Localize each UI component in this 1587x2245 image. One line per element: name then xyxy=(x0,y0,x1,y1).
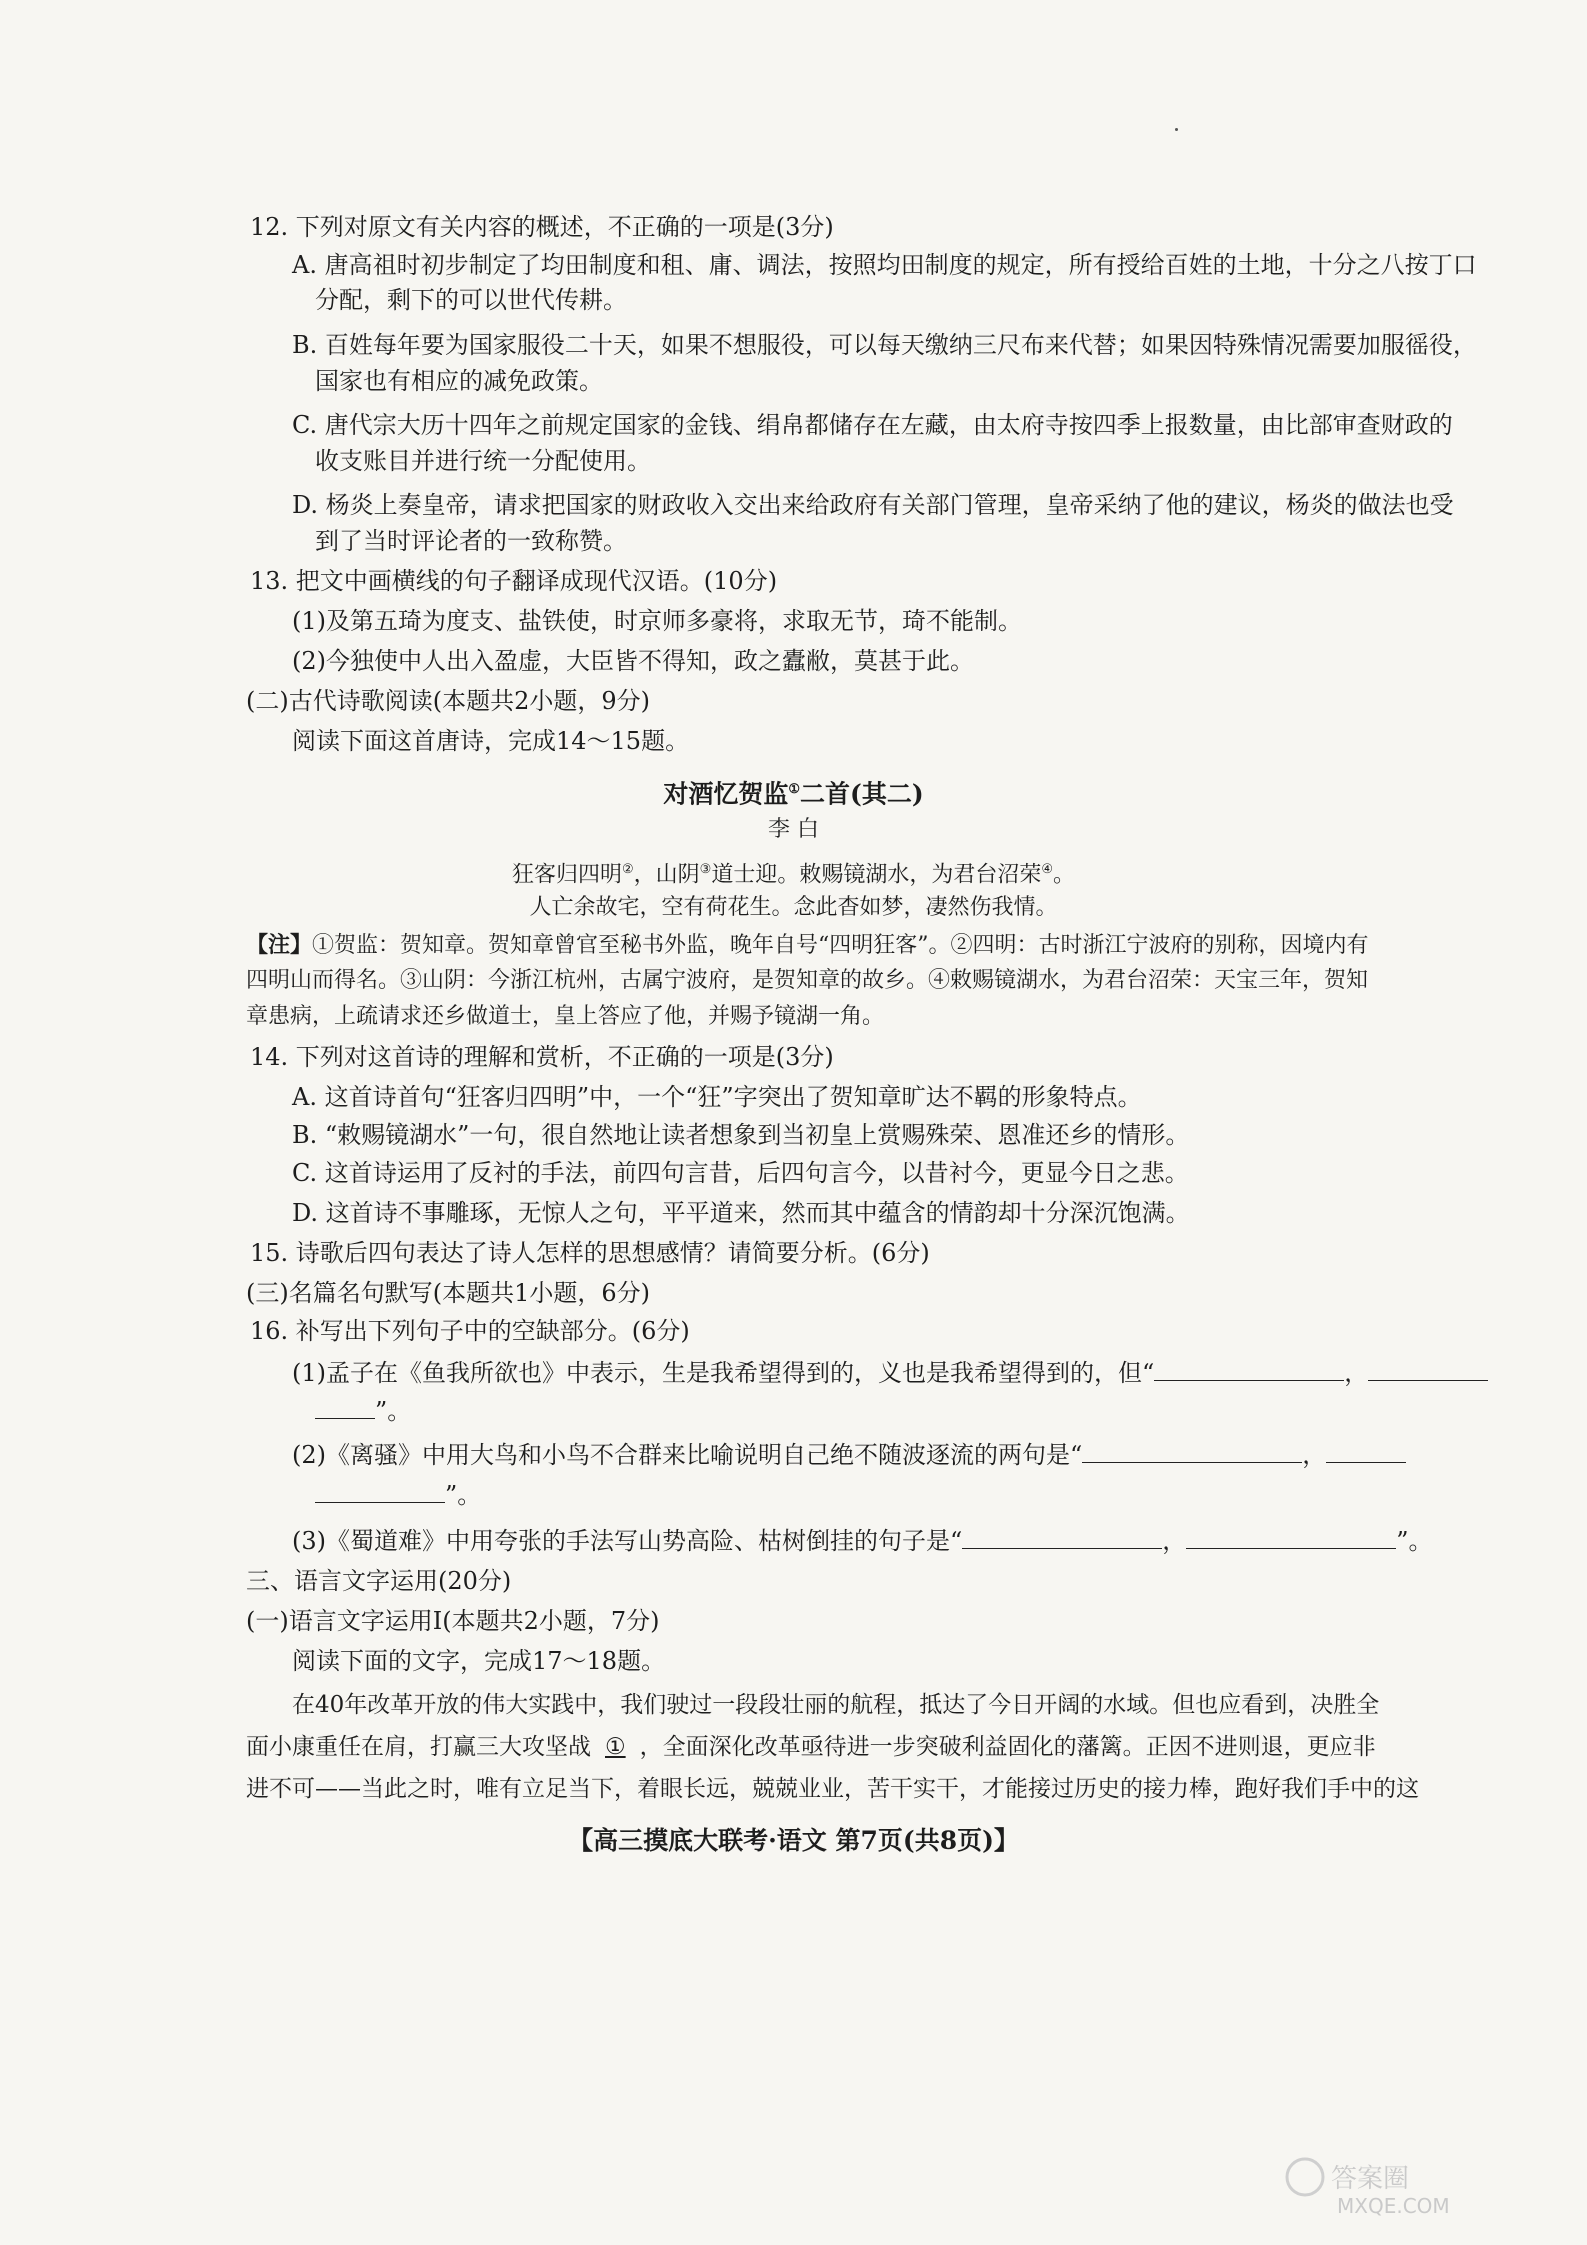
passage-line-1: 在40年改革开放的伟大实践中，我们驶过一段段壮丽的航程，抵达了今日开阔的水域。但也应看到，决胜全 xyxy=(292,1692,1380,1718)
section-poetry-intro: 阅读下面这首唐诗，完成14～15题。 xyxy=(292,727,690,755)
poem-note-2: 四明山而得名。③山阴：今浙江杭州，古属宁波府，是贺知章的故乡。④敕赐镜湖水，为君台沼荣：天宝三年，贺知 xyxy=(246,968,1369,993)
answer-blank[interactable] xyxy=(1082,1440,1302,1463)
poem-line-1: 狂客归四明②，山阴③道士迎。敕赐镜湖水，为君台沼荣④。 xyxy=(511,862,1076,888)
question-14-stem: 14. 下列对这首诗的理解和赏析，不正确的一项是(3分) xyxy=(250,1043,834,1071)
answer-blank[interactable] xyxy=(1154,1358,1344,1381)
passage-line-2: 面小康重任在肩，打赢三大攻坚战 ① ，全面深化改革亟待进一步突破利益固化的藩篱。正因不进则退，更应非 xyxy=(246,1734,1376,1760)
question-16-item-1-cont: ”。 xyxy=(315,1396,411,1426)
section-poetry-heading: (二)古代诗歌阅读(本题共2小题，9分) xyxy=(246,687,650,715)
watermark-logo-text: 答案圈 xyxy=(1331,2164,1410,2194)
question-14-option-c: C. 这首诗运用了反衬的手法，前四句言昔，后四句言今，以昔衬今，更显今日之悲。 xyxy=(292,1159,1189,1187)
watermark-circle-icon xyxy=(1287,2159,1323,2195)
scan-speck xyxy=(1175,128,1178,131)
question-13-sentence-2: (2)今独使中人出入盈虚，大臣皆不得知，政之蠹敝，莫甚于此。 xyxy=(292,647,974,675)
answer-blank[interactable] xyxy=(1368,1358,1488,1381)
question-12-option-a: A. 唐高祖时初步制定了均田制度和租、庸、调法，按照均田制度的规定，所有授给百姓的土地，十分之八按丁口 xyxy=(292,251,1477,279)
poem-author: 李 白 xyxy=(768,817,819,842)
question-14-option-d: D. 这首诗不事雕琢，无惊人之句，平平道来，然而其中蕴含的情韵却十分深沉饱满。 xyxy=(292,1199,1190,1227)
note-label: 【注】 xyxy=(246,932,313,958)
answer-blank[interactable] xyxy=(1326,1440,1406,1463)
question-12-option-d: D. 杨炎上奏皇帝，请求把国家的财政收入交出来给政府有关部门管理，皇帝采纳了他的建议，杨炎的做法也受 xyxy=(292,491,1454,519)
answer-blank[interactable] xyxy=(315,1480,445,1503)
answer-blank[interactable] xyxy=(962,1526,1162,1549)
answer-blank[interactable] xyxy=(1186,1526,1396,1549)
watermark-url: MXQE.COM xyxy=(1337,2194,1450,2217)
question-12-option-c-cont: 收支账目并进行统一分配使用。 xyxy=(315,447,651,475)
question-12-option-b: B. 百姓每年要为国家服役二十天，如果不想服役，可以每天缴纳三尺布来代替；如果因特殊情况需要加服徭役， xyxy=(292,331,1477,359)
poem-line-2: 人亡余故宅，空有荷花生。念此杳如梦，凄然伤我情。 xyxy=(529,895,1058,920)
question-12-stem: 12. 下列对原文有关内容的概述，不正确的一项是(3分) xyxy=(250,213,834,241)
passage-line-3: 进不可——当此之时，唯有立足当下，着眼长远，兢兢业业，苦干实干，才能接过历史的接力棒，跑好我们手中的这 xyxy=(246,1776,1419,1802)
part-3-sub-heading: (一)语言文字运用Ⅰ(本题共2小题，7分) xyxy=(246,1607,660,1635)
question-12-option-a-cont: 分配，剩下的可以世代传耕。 xyxy=(315,286,627,314)
question-16-item-2: (2)《离骚》中用大鸟和小鸟不合群来比喻说明自己绝不随波逐流的两句是“ ， xyxy=(292,1440,1406,1470)
page-footer: 【高三摸底大联考·语文 第7页(共8页)】 xyxy=(568,1826,1019,1855)
question-13-stem: 13. 把文中画横线的句子翻译成现代汉语。(10分) xyxy=(250,567,778,595)
question-16-item-3: (3)《蜀道难》中用夸张的手法写山势高险、枯树倒挂的句子是“ ， ”。 xyxy=(292,1527,1433,1555)
question-14-option-b: B. “敕赐镜湖水”一句，很自然地让读者想象到当初皇上赏赐殊荣、恩准还乡的情形。 xyxy=(292,1121,1190,1149)
question-16-item-1: (1)孟子在《鱼我所欲也》中表示，生是我希望得到的，义也是我希望得到的，但“ ， xyxy=(292,1358,1488,1388)
question-16-stem: 16. 补写出下列句子中的空缺部分。(6分) xyxy=(250,1317,690,1345)
question-12-option-b-cont: 国家也有相应的减免政策。 xyxy=(315,367,603,395)
watermark-logo xyxy=(1277,2157,1527,2217)
question-14-option-a: A. 这首诗首句“狂客归四明”中，一个“狂”字突出了贺知章旷达不羁的形象特点。 xyxy=(292,1083,1142,1111)
question-13-sentence-1: (1)及第五琦为度支、盐铁使，时京师多豪将，求取无节，琦不能制。 xyxy=(292,607,1022,635)
question-16-item-2-cont: ”。 xyxy=(315,1480,481,1510)
poem-note-1: 【注】①贺监：贺知章。贺知章曾官至秘书外监，晚年自号“四明狂客”。②四明：古时浙江宁波府的别称，因境内有 xyxy=(246,932,1369,958)
passage-blank-1[interactable]: ① xyxy=(605,1734,626,1760)
question-12-option-c: C. 唐代宗大历十四年之前规定国家的金钱、绢帛都储存在左藏，由太府寺按四季上报数量，由比部审查财政的 xyxy=(292,411,1453,439)
poem-note-3: 章患病，上疏请求还乡做道士，皇上答应了他，并赐予镜湖一角。 xyxy=(246,1004,885,1029)
question-15-stem: 15. 诗歌后四句表达了诗人怎样的思想感情？请简要分析。(6分) xyxy=(250,1239,930,1267)
poem-title: 对酒忆贺监①二首(其二) xyxy=(663,779,924,809)
answer-blank[interactable] xyxy=(315,1396,375,1419)
part-3-intro: 阅读下面的文字，完成17～18题。 xyxy=(292,1647,666,1675)
question-12-option-d-cont: 到了当时评论者的一致称赞。 xyxy=(315,527,627,555)
section-recitation-heading: (三)名篇名句默写(本题共1小题，6分) xyxy=(246,1279,650,1307)
part-3-heading: 三、语言文字运用(20分) xyxy=(246,1567,512,1595)
